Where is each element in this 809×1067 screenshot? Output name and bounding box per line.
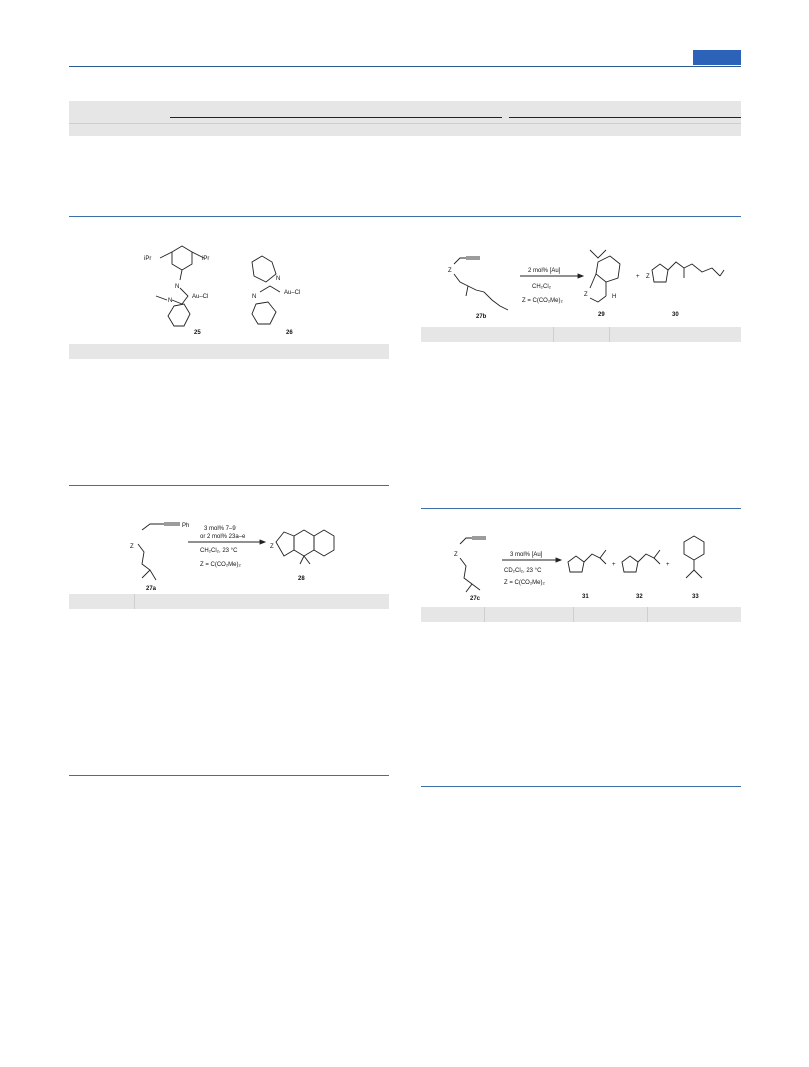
substrate-27b-structure [448, 257, 508, 320]
cond-27a-2: CH₂Cl₂, 23 °C [200, 548, 238, 554]
ipr-right-label: iPr [202, 256, 210, 262]
z-label-27c: Z [454, 552, 458, 558]
left-table2-col-divider [134, 594, 135, 609]
z-label-29: Z [584, 292, 588, 298]
scheme-27b [440, 240, 740, 320]
product-29-label: 29 [598, 312, 605, 318]
z-label-27a: Z [130, 544, 134, 550]
product-33-label: 33 [692, 594, 699, 600]
product-30-label: 30 [672, 312, 679, 318]
substrate-27c-structure [454, 537, 486, 602]
right-table2-bottom-rule [421, 786, 741, 787]
h-label: H [612, 294, 617, 300]
right-table2-header-shade [421, 607, 741, 622]
top-table-header-shade [69, 101, 741, 136]
substrate-27c-label: 27c [470, 596, 481, 602]
scheme-27a [120, 520, 360, 592]
compound-25-label: 25 [194, 330, 201, 336]
au-cl-25-label: Au–Cl [192, 294, 209, 300]
cond-27c-2: Z = C(CO₂Me)₂ [504, 580, 545, 586]
left-table2-bottom-rule [69, 775, 389, 776]
cond-27c-1: CD₂Cl₂, 23 °C [504, 568, 542, 574]
au-cl-26-label: Au–Cl [284, 290, 301, 296]
z-label-30: Z [646, 274, 650, 280]
right-table2-col-divider-3 [647, 607, 648, 622]
plus-sign-27c-2: + [666, 562, 670, 568]
header-tab [693, 50, 741, 65]
top-table-group-rule-left [170, 117, 502, 118]
z-label-28: Z [270, 544, 274, 550]
product-31-structure [568, 550, 606, 600]
n1-label: N [175, 284, 180, 290]
ph-label: Ph [182, 523, 190, 529]
top-table-header-line [69, 123, 741, 124]
product-31-label: 31 [582, 594, 589, 600]
catalyst-figure [130, 240, 330, 340]
substrate-27a-structure [130, 523, 189, 592]
cond-27b-2: Z = C(CO₂Me)₂ [522, 298, 563, 304]
top-table-group-rule-right [509, 117, 741, 118]
cond-27b-0: 2 mol% [Au] [528, 268, 561, 274]
cond-27a-1: or 2 mol% 23a–e [200, 534, 246, 540]
compound-25-structure [144, 246, 209, 336]
product-32-label: 32 [636, 594, 643, 600]
product-32-structure [622, 550, 660, 600]
cond-27b-1: CH₂Cl₂ [532, 284, 551, 290]
n4-label: N [252, 294, 257, 300]
right-table2-col-divider-2 [573, 607, 574, 622]
left-table1-header-shade [69, 344, 389, 359]
right-table1-col-divider-2 [609, 327, 610, 342]
product-33-structure [684, 536, 704, 600]
header-rule [69, 66, 741, 67]
cond-27c-0: 3 mol% [Au] [510, 552, 543, 558]
substrate-27a-label: 27a [146, 586, 157, 592]
conditions-27b [520, 268, 583, 304]
product-28-structure [270, 530, 334, 582]
right-table1-bottom-rule [421, 508, 741, 509]
n3-label: N [276, 276, 281, 282]
product-30-structure [646, 262, 724, 318]
n2-label: N [168, 298, 173, 304]
top-table-bottom-rule [69, 216, 741, 217]
cond-27a-0: 3 mol% 7–9 [204, 526, 236, 532]
left-table2-header-shade [69, 594, 389, 609]
ipr-left-label: iPr [144, 256, 152, 262]
conditions-27a [188, 526, 265, 568]
product-28-label: 28 [298, 576, 305, 582]
plus-sign-27c-1: + [612, 562, 616, 568]
substrate-27b-label: 27b [476, 314, 487, 320]
cond-27a-3: Z = C(CO₂Me)₂ [200, 562, 241, 568]
right-table1-col-divider-1 [553, 327, 554, 342]
right-table1-header-shade [421, 327, 741, 342]
conditions-27c [502, 552, 561, 586]
left-table1-bottom-rule [69, 485, 389, 486]
scheme-27c [440, 530, 740, 602]
compound-26-label: 26 [286, 330, 293, 336]
plus-sign-27b: + [636, 274, 640, 280]
right-table2-col-divider-1 [484, 607, 485, 622]
compound-26-structure [252, 256, 300, 336]
product-29-structure [584, 250, 620, 318]
z-label-27b: Z [448, 268, 452, 274]
